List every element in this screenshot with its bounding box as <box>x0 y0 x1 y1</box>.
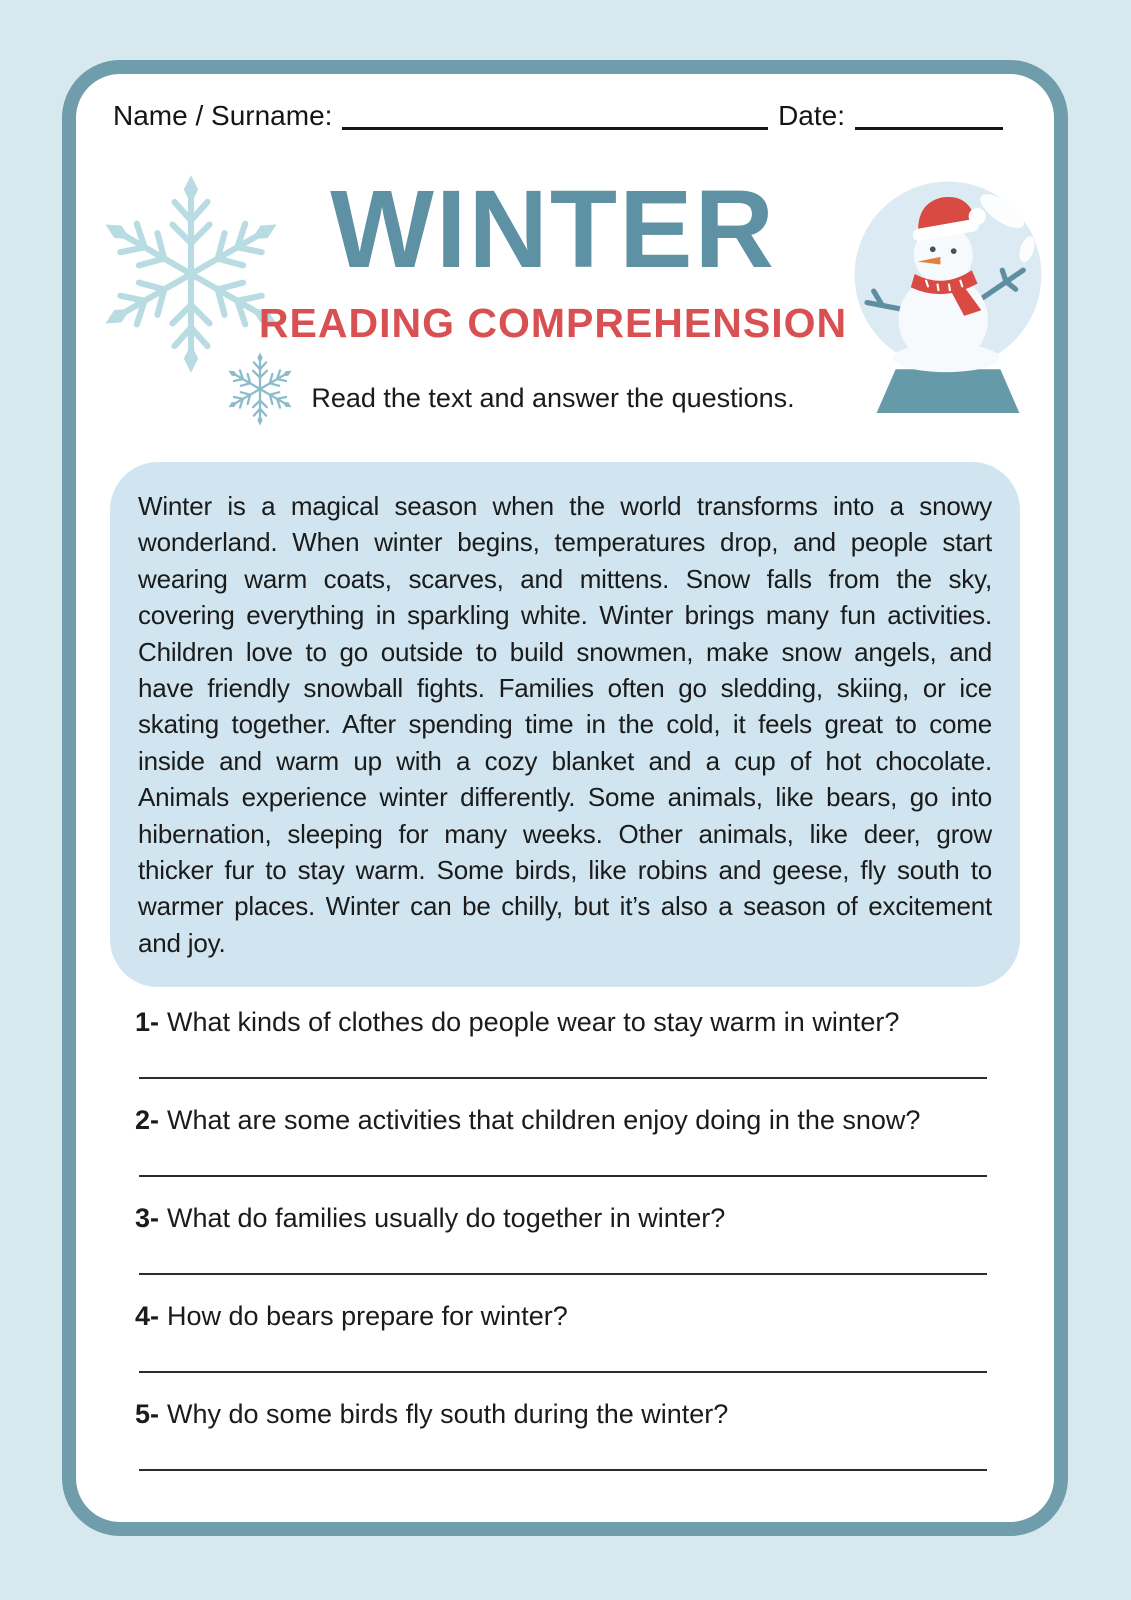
answer-line-4[interactable] <box>139 1371 987 1373</box>
answer-line-1[interactable] <box>139 1077 987 1079</box>
question-4-number: 4- <box>135 1301 160 1331</box>
question-2-number: 2- <box>135 1105 160 1135</box>
name-input-line[interactable] <box>342 120 768 130</box>
question-5-number: 5- <box>135 1399 160 1429</box>
question-1 <box>135 1006 991 1082</box>
question-1-text: 1- What kinds of clothes do people wear to stay warm in winter? <box>135 1007 900 1037</box>
date-input-line[interactable] <box>855 120 1003 130</box>
question-3-text: 3- What do families usually do together in winter? <box>135 1203 726 1233</box>
name-date-row <box>113 100 1003 132</box>
question-3 <box>135 1202 991 1278</box>
answer-line-5[interactable] <box>139 1469 987 1471</box>
question-4 <box>135 1300 991 1376</box>
question-1-number: 1- <box>135 1007 160 1037</box>
question-5-text: 5- Why do some birds fly south during the winter? <box>135 1399 729 1429</box>
answer-line-3[interactable] <box>139 1273 987 1275</box>
question-3-number: 3- <box>135 1203 160 1233</box>
worksheet-title: WINTER <box>330 168 776 291</box>
question-2-text: 2- What are some activities that children enjoy doing in the snow? <box>135 1105 921 1135</box>
question-5 <box>135 1398 991 1474</box>
instruction-text: Read the text and answer the questions. <box>311 383 795 413</box>
date-label: Date: <box>778 100 845 131</box>
worksheet-subtitle: READING COMPREHENSION <box>258 300 848 346</box>
question-2 <box>135 1104 991 1180</box>
question-4-text: 4- How do bears prepare for winter? <box>135 1301 568 1331</box>
reading-passage: Winter is a magical season when the world transforms into a snowy wonderland. When winter begins, temperatures drop, and people start wearing warm coats, scarves, and mittens. Snow falls from the sky, covering everything in sparkling white. Winter brings many fun activities. Children love to go outside to build snowmen, make snow angels, and have friendly snowball fights. Families often go sledding, skiing, or ice skating together. After spending time in the cold, it feels great to come inside and warm up with a cozy blanket and a cup of hot chocolate. Animals experience winter differently. Some animals, like bears, go into hibernation, sleeping for many weeks. Other animals, like deer, grow thicker fur to stay warm. Some birds, like robins and geese, fly south to warmer places. Winter can be chilly, but it’s also a season of excitement and joy. <box>110 462 1020 987</box>
answer-line-2[interactable] <box>139 1175 987 1177</box>
name-label: Name / Surname: <box>113 100 333 131</box>
